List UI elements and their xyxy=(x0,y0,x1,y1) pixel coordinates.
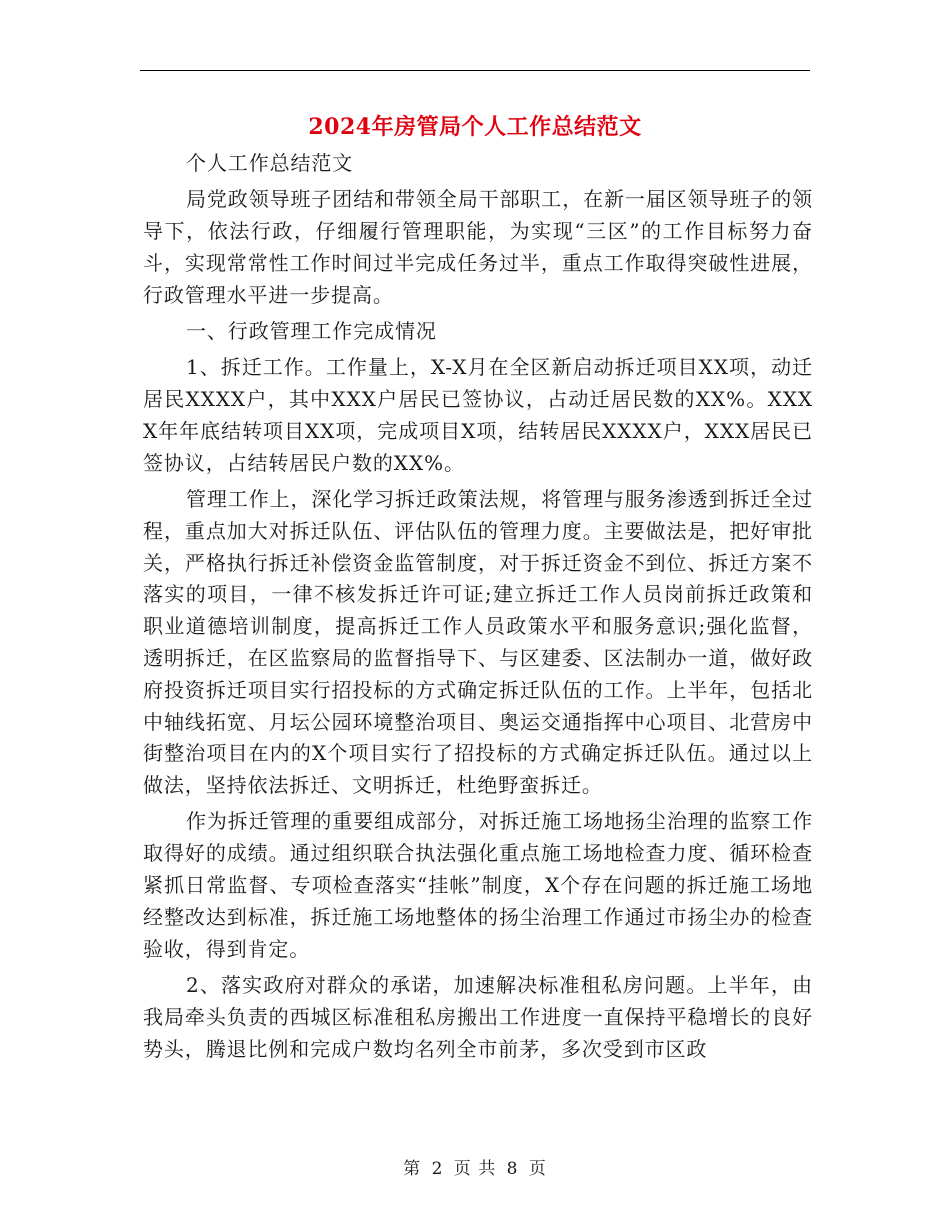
paragraph: 个人工作总结范文 xyxy=(186,151,354,175)
page-footer xyxy=(0,1154,950,1179)
section-heading: 一、行政管理工作完成情况 xyxy=(186,318,437,343)
paragraph: 2、落实政府对群众的承诺，加速解决标准租私房问题。上半年，由我局牵头负责的西城区标准租私房搬出工作进度一直保持平稳增长的良好势头，腾退比例和完成户数均名列全市前茅，多次受到市区政 xyxy=(143,972,813,1061)
footer-middle: 页 共 xyxy=(453,1159,497,1179)
header-rule xyxy=(140,70,810,71)
footer-total-pages: 8 xyxy=(506,1159,519,1179)
footer-suffix: 页 xyxy=(528,1159,547,1179)
footer-prefix: 第 xyxy=(403,1159,422,1179)
footer-current-page: 2 xyxy=(431,1159,444,1179)
paragraph: 管理工作上，深化学习拆迁政策法规，将管理与服务渗透到拆迁全过程，重点加大对拆迁队伍、评估队伍的管理力度。主要做法是，把好审批关，严格执行拆迁补偿资金监管制度，对于拆迁资金不到位、拆迁方案不落实的项目，一律不核发拆迁许可证;建立拆迁工作人员岗前拆迁政策和职业道德培训制度，提高拆迁工作人员政策水平和服务意识;强化监督，透明拆迁，在区监察局的监督指导下、与区建委、区法制办一道，做好政府投资拆迁项目实行招投标的方式确定拆迁队伍的工作。上半年，包括北中轴线拓宽、月坛公园环境整治项目、奥运交通指挥中心项目、北营房中街整治项目在内的X个项目实行了招投标的方式确定拆迁队伍。通过以上做法，坚持依法拆迁、文明拆迁，杜绝野蛮拆迁。 xyxy=(143,486,813,798)
document-title: 2024年房管局个人工作总结范文 xyxy=(308,114,642,140)
document-body xyxy=(143,148,813,1070)
paragraph: 局党政领导班子团结和带领全局干部职工，在新一届区领导班子的领导下，依法行政，仔细履行管理职能，为实现“三区”的工作目标努力奋斗，实现常常性工作时间过半完成任务过半，重点工作取得突破性进展，行政管理水平进一步提高。 xyxy=(143,187,813,307)
paragraph: 1、拆迁工作。工作量上，X-X月在全区新启动拆迁项目XX项，动迁居民XXXX户，其中XXX户居民已签协议，占动迁居民数的XX%。XXXX年年底结转项目XX项，完成项目X项，结转居民XXXX户，XXX居民已签协议，占结转居民户数的XX%。 xyxy=(143,355,813,475)
paragraph: 作为拆迁管理的重要组成部分，对拆迁施工场地扬尘治理的监察工作取得好的成绩。通过组织联合执法强化重点施工场地检查力度、循环检查紧抓日常监督、专项检查落实“挂帐”制度，X个存在问题的拆迁施工场地经整改达到标准，拆迁施工场地整体的扬尘治理工作通过市扬尘办的检查验收，得到肯定。 xyxy=(143,809,813,961)
